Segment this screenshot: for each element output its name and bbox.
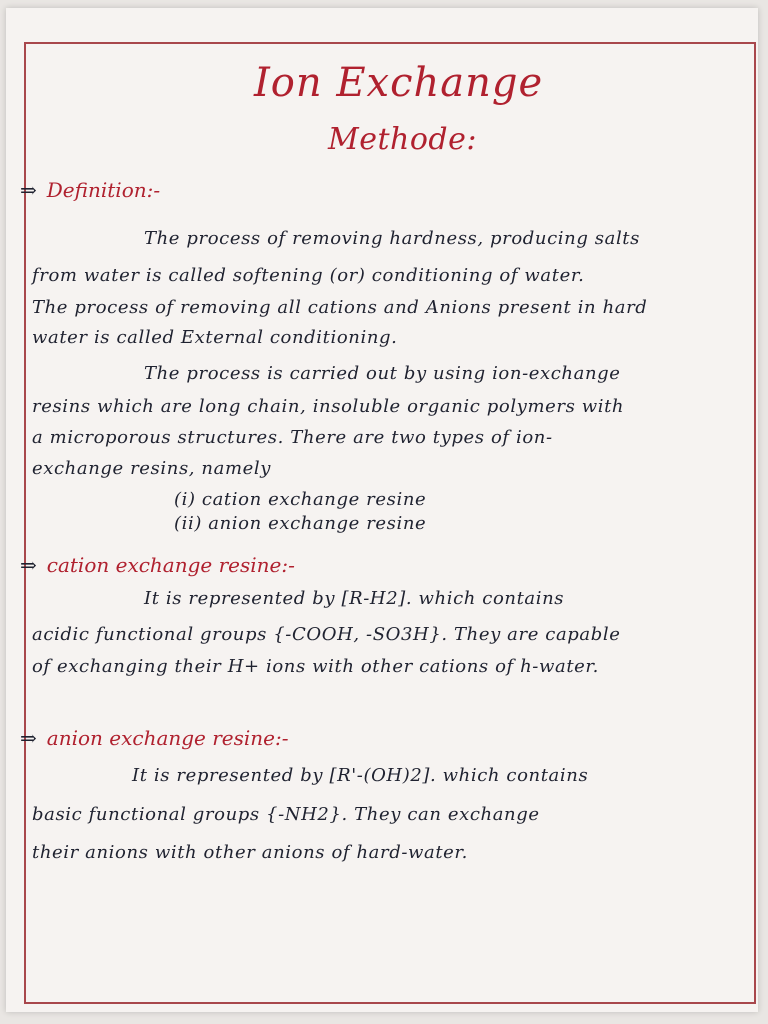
anion-line-1: It is represented by [R'-(OH)2]. which contains [132,765,589,786]
cation-line-2: acidic functional groups {-COOH, -SO3H}. They are capable [32,624,621,645]
option-cation: (i) cation exchange resine [174,489,427,510]
definition-line-3: The process of removing all cations and Anions present in hard [32,297,648,318]
cation-heading-text: cation exchange resine:- [46,553,295,577]
anion-line-2: basic functional groups {-NH2}. They can exchange [32,804,540,825]
definition-line-6: resins which are long chain, insoluble organic polymers with [32,396,625,417]
cation-line-3: of exchanging their H+ ions with other cations of h-water. [32,656,599,677]
cation-line-1: It is represented by [R-H2]. which contains [144,588,565,609]
arrow-icon: ⇒ [20,553,37,577]
option-anion: (ii) anion exchange resine [174,513,427,534]
arrow-icon: ⇒ [20,726,37,750]
anion-line-3: their anions with other anions of hard-water. [32,842,468,863]
cation-heading [20,553,295,577]
definition-line-7: a microporous structures. There are two types of ion- [32,427,553,448]
definition-heading [20,178,160,202]
anion-heading [20,726,289,750]
definition-line-4: water is called External conditioning. [32,327,398,348]
definition-heading-text: Definition:- [46,178,161,202]
notebook-page [6,8,758,1012]
definition-line-1: The process of removing hardness, producing salts [144,228,640,249]
definition-line-2: from water is called softening (or) conditioning of water. [32,265,585,286]
title-line-1: Ion Exchange [254,60,544,106]
arrow-icon: ⇒ [20,178,37,202]
anion-heading-text: anion exchange resine:- [46,726,289,750]
definition-line-5: The process is carried out by using ion-exchange [144,363,621,384]
title-line-2: Methode: [328,122,477,157]
definition-line-8: exchange resins, namely [32,458,271,479]
